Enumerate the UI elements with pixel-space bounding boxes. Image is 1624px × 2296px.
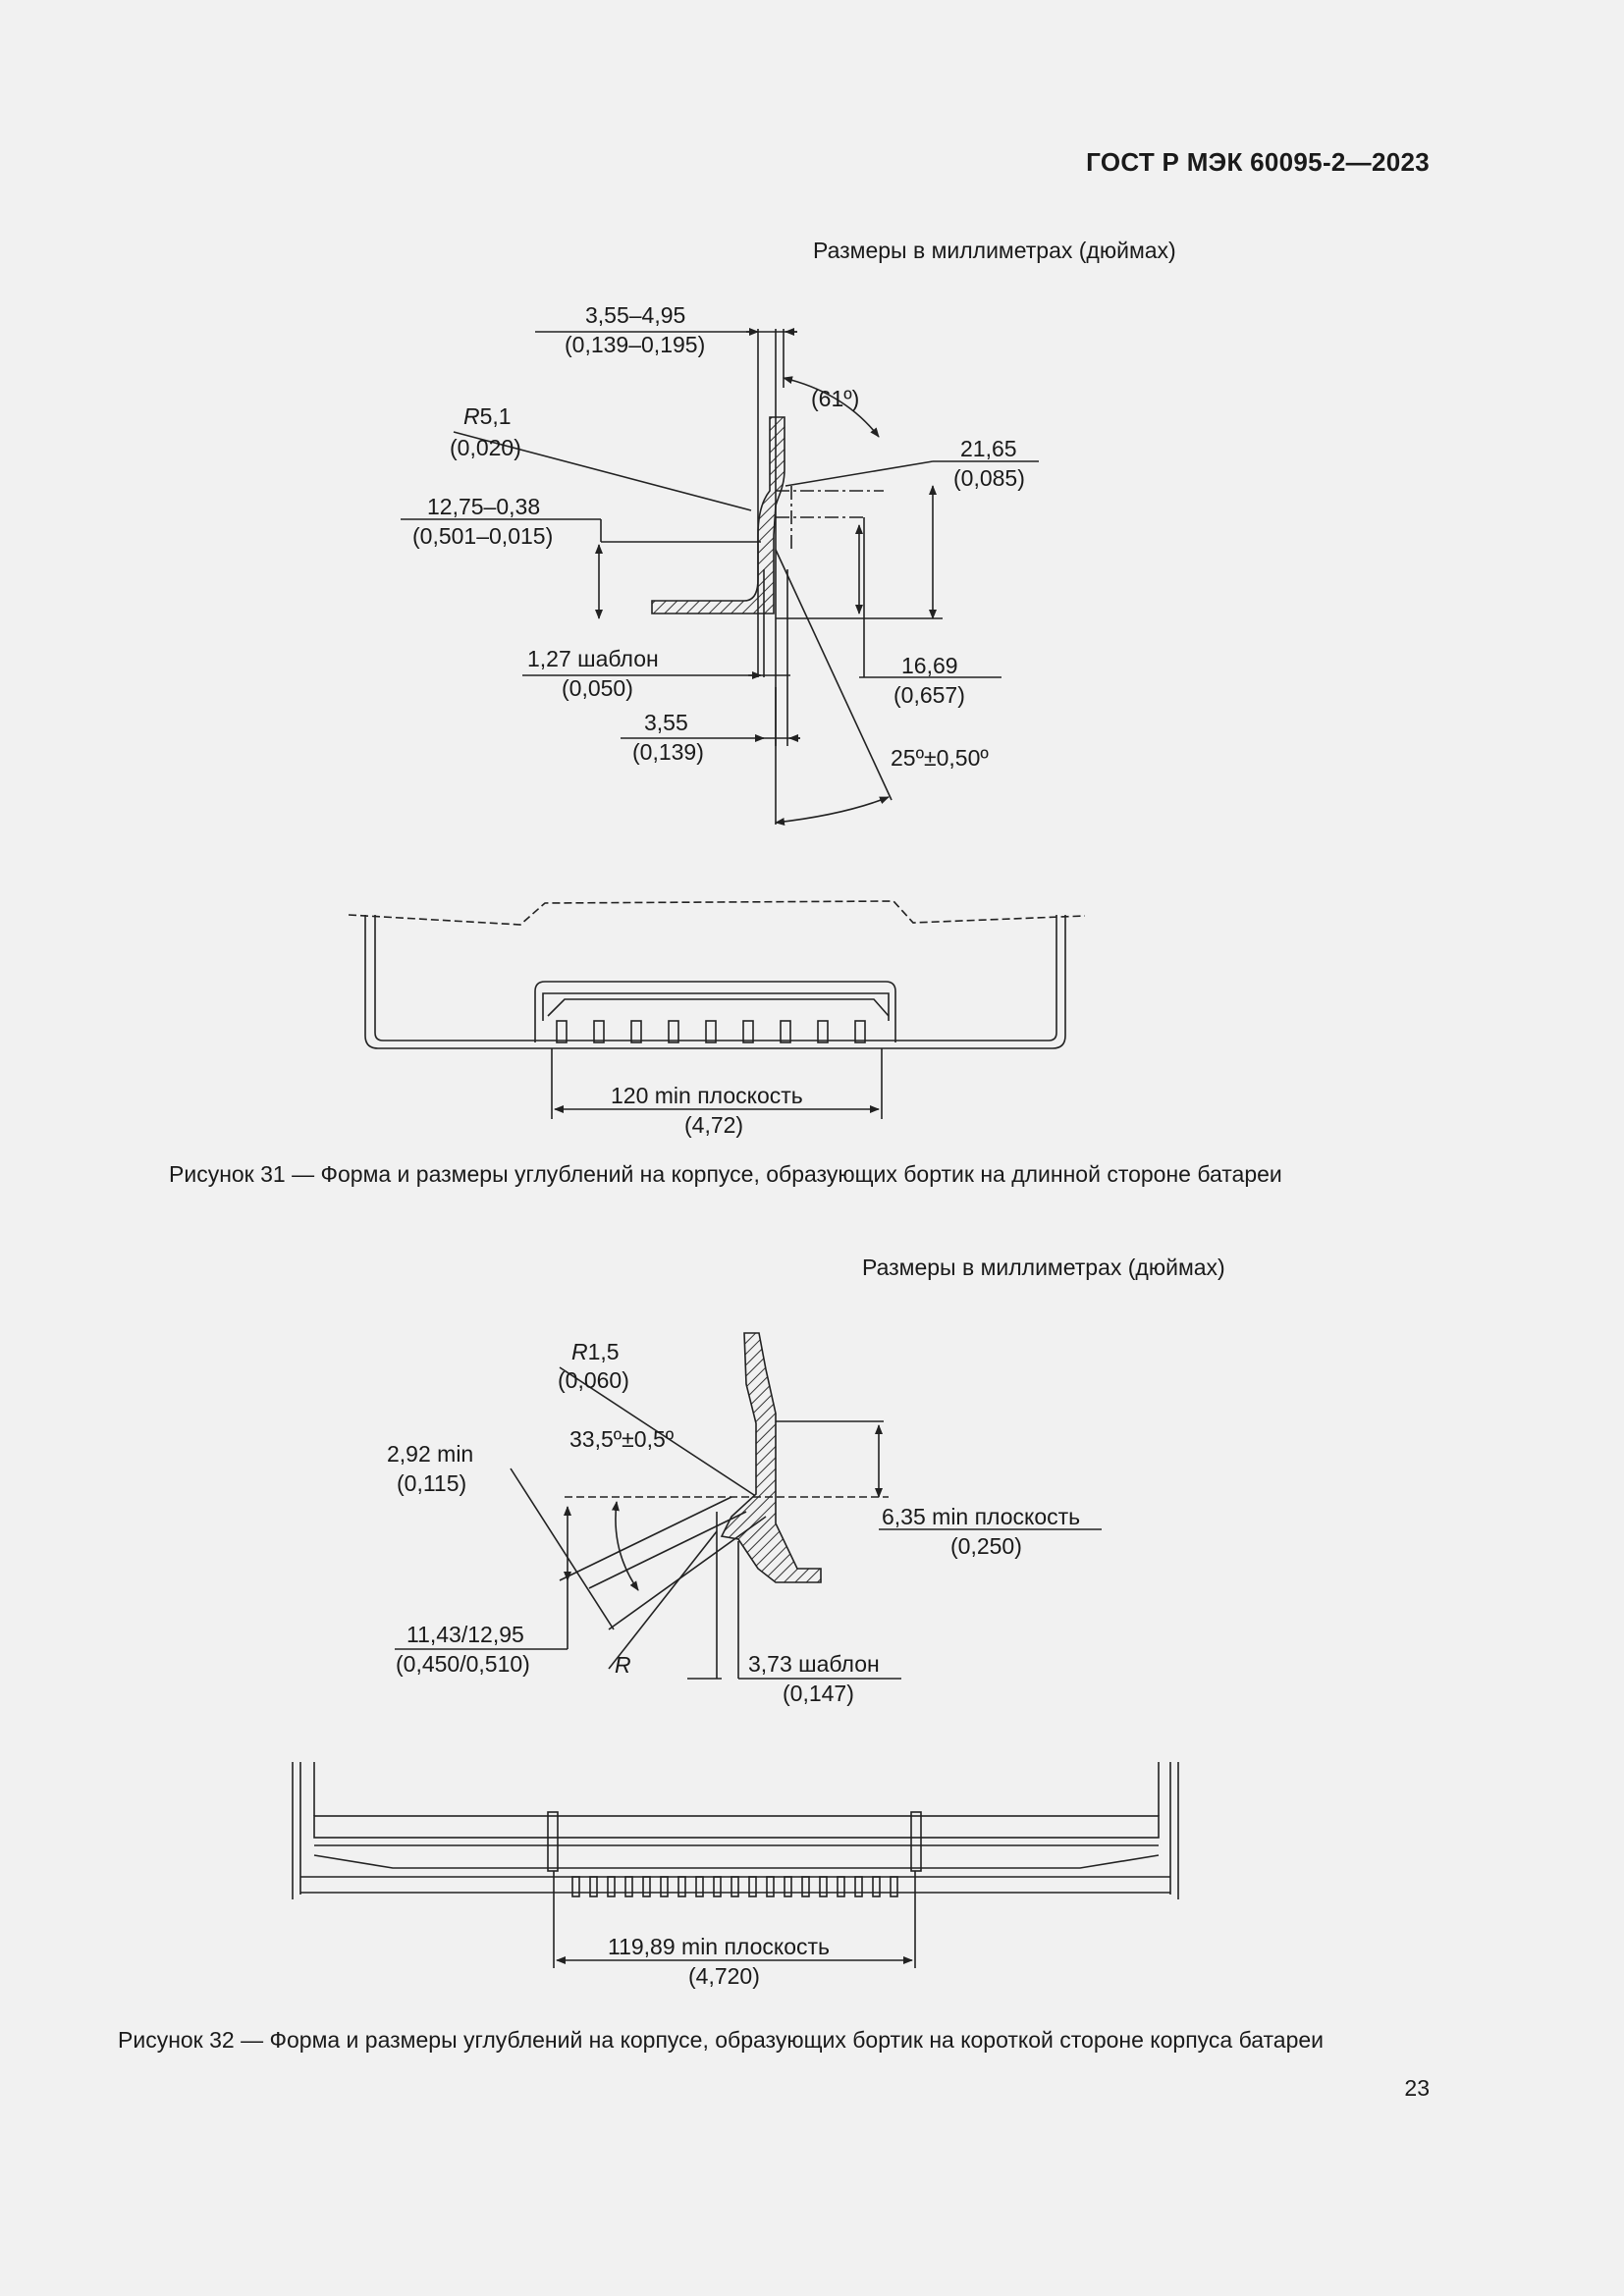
dim-1275-mm: 12,75–0,38 <box>427 494 541 519</box>
fig32-dim-373-in: (0,147) <box>783 1681 854 1706</box>
fig32-dim-292-mm: 2,92 min <box>387 1441 474 1467</box>
fig31-caption: Рисунок 31 — Форма и размеры углублений на корпусе, образующих бортик на длинной стороне батареи <box>169 1161 1282 1187</box>
dim-127-mm: 1,27 шаблон <box>527 646 659 671</box>
fig32-flat-in: (4,720) <box>688 1963 760 1989</box>
fig32-dim-635-in: (0,250) <box>950 1533 1022 1559</box>
fig32-dim-373-mm: 3,73 шаблон <box>748 1651 880 1677</box>
fig32-profile-drawing <box>0 1315 1624 1708</box>
radius-prefix: R <box>463 403 480 429</box>
dim-angle-61: (61º) <box>811 386 860 411</box>
dim-1669-in: (0,657) <box>893 682 965 708</box>
fig31-profile-drawing <box>0 294 1624 844</box>
fig32-dim-635-mm: 6,35 min плоскость <box>882 1504 1081 1529</box>
dim-355-495-in: (0,139–0,195) <box>565 332 706 357</box>
page-number: 23 <box>1404 2075 1430 2101</box>
fig32-angle-335: 33,5º±0,5º <box>569 1426 675 1452</box>
dim-r51: 5,1 <box>479 403 512 429</box>
dim-355-495-mm: 3,55–4,95 <box>585 302 686 328</box>
fig31-units-note: Размеры в миллиметрах (дюймах) <box>813 238 1176 263</box>
fig32-dim-1143-mm: 11,43/12,95 <box>406 1622 524 1647</box>
fig31-flat-mm: 120 min плоскость <box>611 1083 803 1108</box>
dim-r51-in: (0,020) <box>450 435 521 460</box>
dim-355-mm: 3,55 <box>644 710 688 735</box>
fig32-container-drawing <box>0 1747 1624 2042</box>
dim-1275-in: (0,501–0,015) <box>412 523 554 549</box>
document-header: ГОСТ Р МЭК 60095-2—2023 <box>1086 147 1430 177</box>
dim-2165-mm: 21,65 <box>960 436 1017 461</box>
fig31-container-drawing <box>0 883 1624 1139</box>
fig32-radius-prefix: R <box>571 1339 588 1364</box>
dim-angle-25: 25º±0,50º <box>891 745 989 771</box>
fig32-caption: Рисунок 32 — Форма и размеры углублений на корпусе, образующих бортик на короткой стороне корпуса батареи <box>118 2027 1325 2053</box>
fig32-dim-r15: 1,5 <box>587 1339 620 1364</box>
fig32-units-note: Размеры в миллиметрах (дюймах) <box>862 1255 1225 1280</box>
svg-text:R5,1 <box>463 403 512 429</box>
fig32-flat-mm: 119,89 min плоскость <box>608 1934 831 1959</box>
fig32-dim-292-in: (0,115) <box>397 1470 467 1496</box>
fig32-dim-r15-in: (0,060) <box>558 1367 629 1393</box>
fig32-dim-1143-in: (0,450/0,510) <box>396 1651 530 1677</box>
svg-text:R1,5 <box>571 1339 620 1364</box>
dim-127-in: (0,050) <box>562 675 633 701</box>
fig31-flat-in: (4,72) <box>684 1112 744 1138</box>
fig32-radius-label: R <box>615 1652 631 1678</box>
dim-1669-mm: 16,69 <box>901 653 958 678</box>
dim-2165-in: (0,085) <box>953 465 1025 491</box>
dim-355-in: (0,139) <box>632 739 704 765</box>
